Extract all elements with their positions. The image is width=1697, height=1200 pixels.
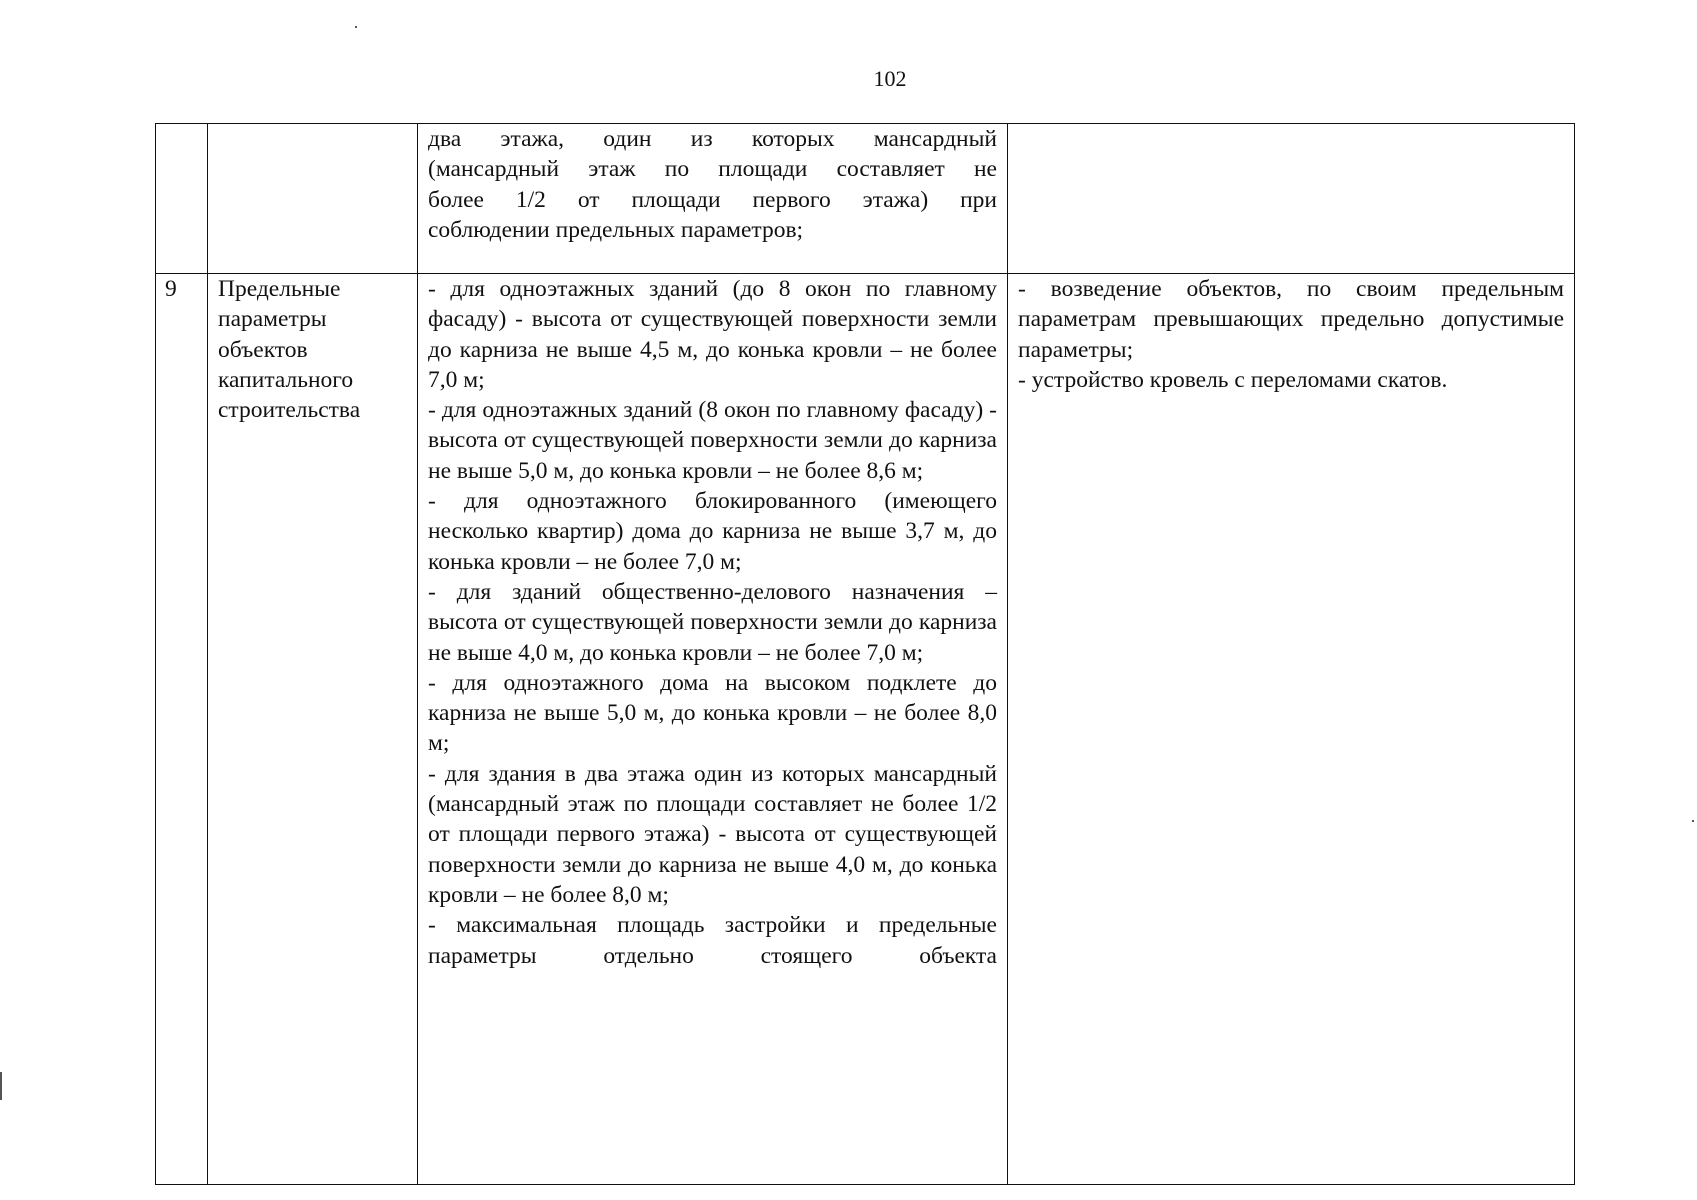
cell-name (208, 274, 418, 1185)
params-item: - для одноэтажных зданий (до 8 окон по главному фасаду) - высота от существующей поверхности земли до карниза не выше 4,5 м, до конька кровли – не более 7,0 м; (428, 276, 997, 393)
cell-number (156, 124, 208, 274)
params-item: - для одноэтажного блокированного (имеющего несколько квартир) дома до карниза не выше 3,7 м, до конька кровли – не более 7,0 м; (428, 488, 997, 575)
restriction-item: - возведение объектов, по своим предельным параметрам превышающих предельно допустимые параметры; (1018, 276, 1564, 363)
cell-number (156, 274, 208, 1185)
params-line: (мансардный этаж по площади составляет не (428, 156, 997, 183)
params-item: - максимальная площадь застройки и предельные параметры отдельно стоящего объекта (428, 912, 997, 969)
cell-params (418, 274, 1008, 1185)
params-item: - для зданий общественно-делового назначения – высота от существующей поверхности земли до карниза не выше 4,0 м, до конька кровли – не более 7,0 м; (428, 578, 997, 666)
row-name-line: строительства (218, 397, 361, 424)
restriction-item: - устройство кровель с переломами скатов. (1018, 366, 1448, 393)
params-item: - для здания в два этажа один из которых мансардный (мансардный этаж по площади составляет не более 1/2 от площади первого этажа) - высота от существующей поверхности земли до карниза не выше 4,0 м, до конька кровли – не более 8,0 м; (428, 760, 997, 908)
row-name-line: объектов (218, 336, 308, 363)
cell-restrictions (1008, 274, 1575, 1185)
cell-restrictions (1008, 124, 1575, 274)
cell-params (418, 124, 1008, 274)
cell-name (208, 124, 418, 274)
params-line: два этажа, один из которых мансардный (428, 126, 997, 152)
scan-edge-mark (0, 1072, 2, 1100)
row-name-line: параметры (218, 306, 327, 333)
table-row-9 (156, 274, 1575, 1185)
row-name-line: капитального (218, 366, 354, 393)
params-item: - для одноэтажных зданий (8 окон по главному фасаду) - высота от существующей поверхности земли до карниза не выше 5,0 м, до конька кровли – не более 8,6 м; (428, 397, 997, 484)
row-number: 9 (165, 276, 177, 302)
params-line: более 1/2 от площади первого этажа) при (428, 186, 997, 213)
params-item: - для одноэтажного дома на высоком подклете до карниза не выше 5,0 м, до конька кровли – не более 8,0 м; (428, 669, 997, 757)
scan-speck (1692, 820, 1694, 822)
regulations-table (155, 123, 1575, 1185)
page-number: 102 (873, 66, 907, 91)
table-row-continuation (156, 124, 1575, 274)
row-name-line: Предельные (218, 276, 341, 302)
scan-speck (355, 26, 357, 28)
params-line: соблюдении предельных параметров; (428, 216, 804, 243)
